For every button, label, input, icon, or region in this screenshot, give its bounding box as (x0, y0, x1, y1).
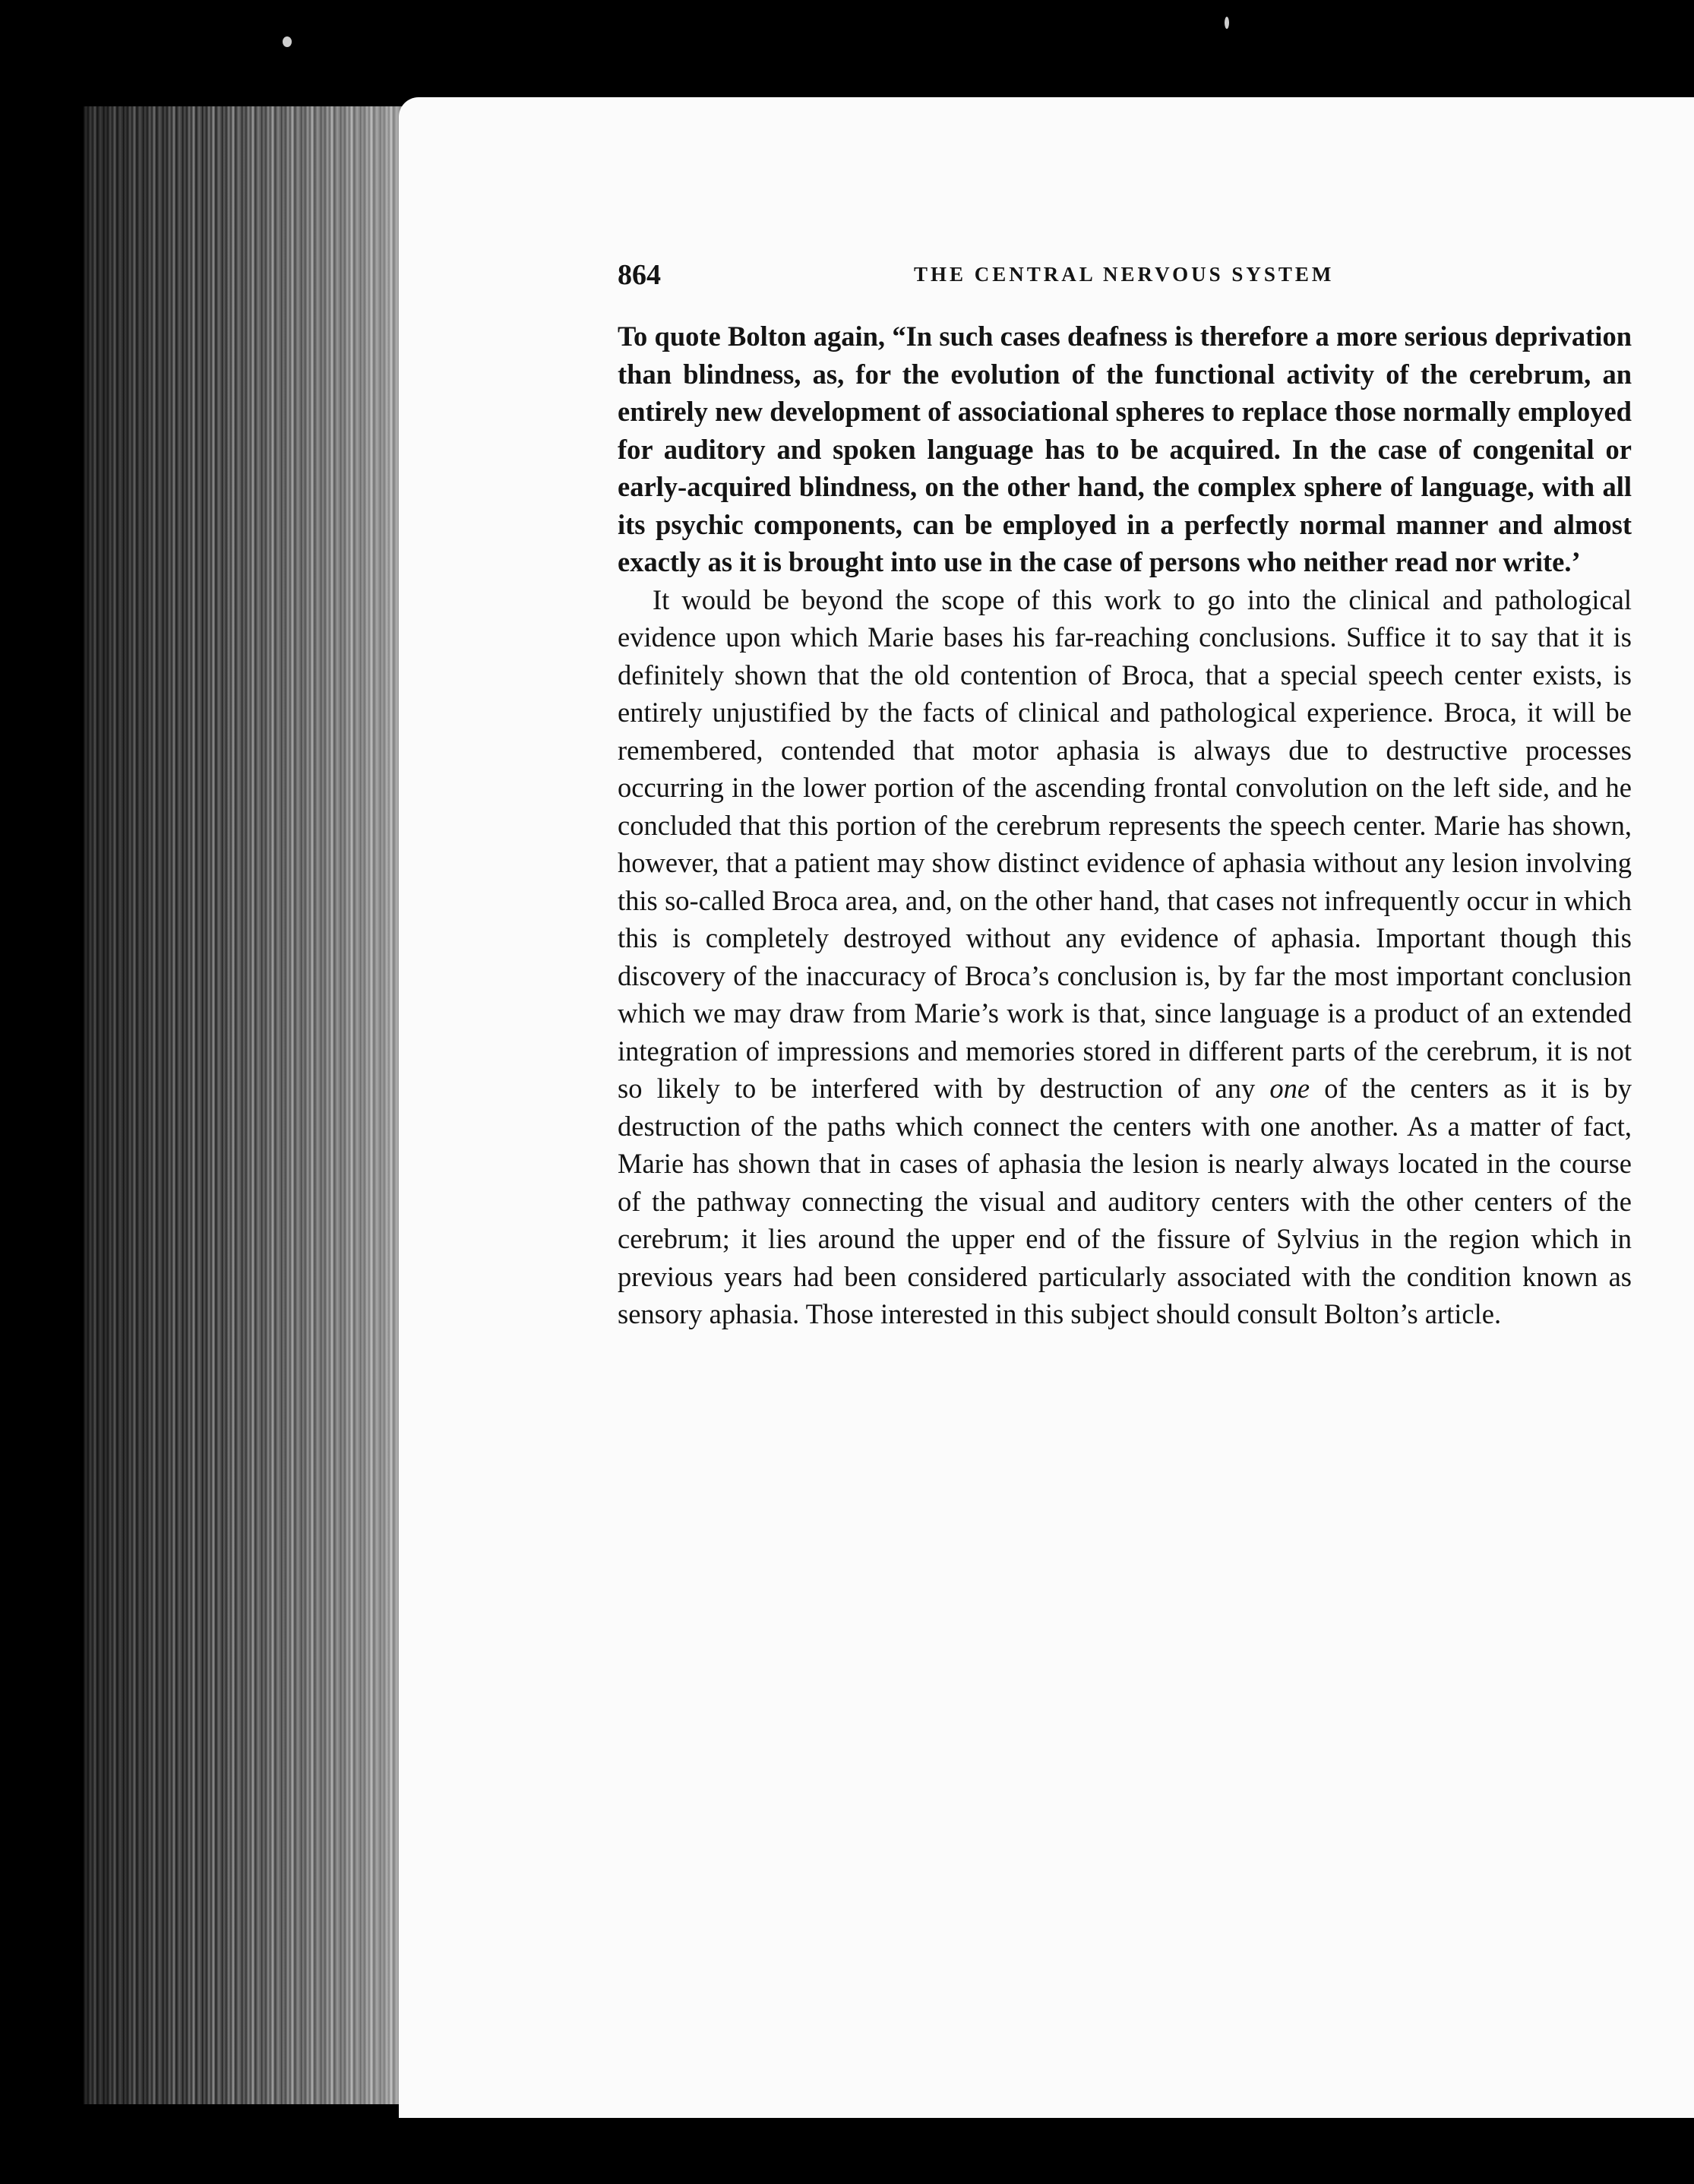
paragraph-emphasis: one (1269, 1073, 1310, 1104)
page-text-block (618, 258, 1632, 1333)
paragraph-text: It would be beyond the scope of this work to go into the clinical and pathological evidence upon which Marie bases his far-reaching conclusions. Suffice it to say that it is definitely shown that the old contention of Broca, that a special speech center exists, is entirely unjustified by the facts of clinical and pathological experience. Broca, it will be remembered, contended that motor aphasia is always due to destructive processes occurring in the lower portion of the ascending frontal convolution on the left side, and he concluded that this portion of the cerebrum represents the speech center. Marie has shown, however, that a patient may show distinct evidence of aphasia without any lesion involving this so-called Broca area, and, on the other hand, that cases not infrequently occur in which this is completely destroyed without any evidence of aphasia. Important though this discovery of the inaccuracy of Broca’s conclusion is, by far the most important conclusion which we may draw from Marie’s work is that, since language is a product of an extended integration of impressions and memories stored in different parts of the cerebrum, it is not so likely to be interfered with by destruction of any (618, 583, 1632, 1104)
fore-edge-shading (84, 106, 441, 2104)
running-head-title: THE CENTRAL NERVOUS SYSTEM (914, 263, 1335, 286)
scan-speck (1225, 17, 1229, 29)
paragraph (618, 318, 1632, 581)
paragraph-text-continued: of the centers as it is by destruction of the paths which connect the centers with one another. As a matter of fact, Marie has shown that in cases of aphasia the lesion is nearly always located in the course of the pathway connecting the visual and auditory centers with the other centers of the cerebrum; it lies around the upper end of the fissure of Sylvius in the region which in previous years had been considered particularly associated with the condition known as sensory aphasia. Those interested in this subject should consult Bolton’s article. (618, 1073, 1632, 1329)
paragraph-text: To quote Bolton again, “In such cases deafness is therefore a more serious deprivation than blindness, as, for the evolution of the functional activity of the cerebrum, an entirely new development of associational spheres to replace those normally employed for auditory and spoken language has to be acquired. In the case of congenital or early-acquired blindness, on the other hand, the complex sphere of language, with all its psychic components, can be employed in a perfectly normal manner and almost exactly as it is brought into use in the case of persons who neither read nor write.’ (618, 321, 1632, 577)
scan-speck (283, 36, 292, 47)
paragraph (618, 581, 1632, 1333)
page-number: 864 (618, 259, 661, 291)
running-head (618, 258, 1632, 295)
book-page (399, 97, 1694, 2118)
